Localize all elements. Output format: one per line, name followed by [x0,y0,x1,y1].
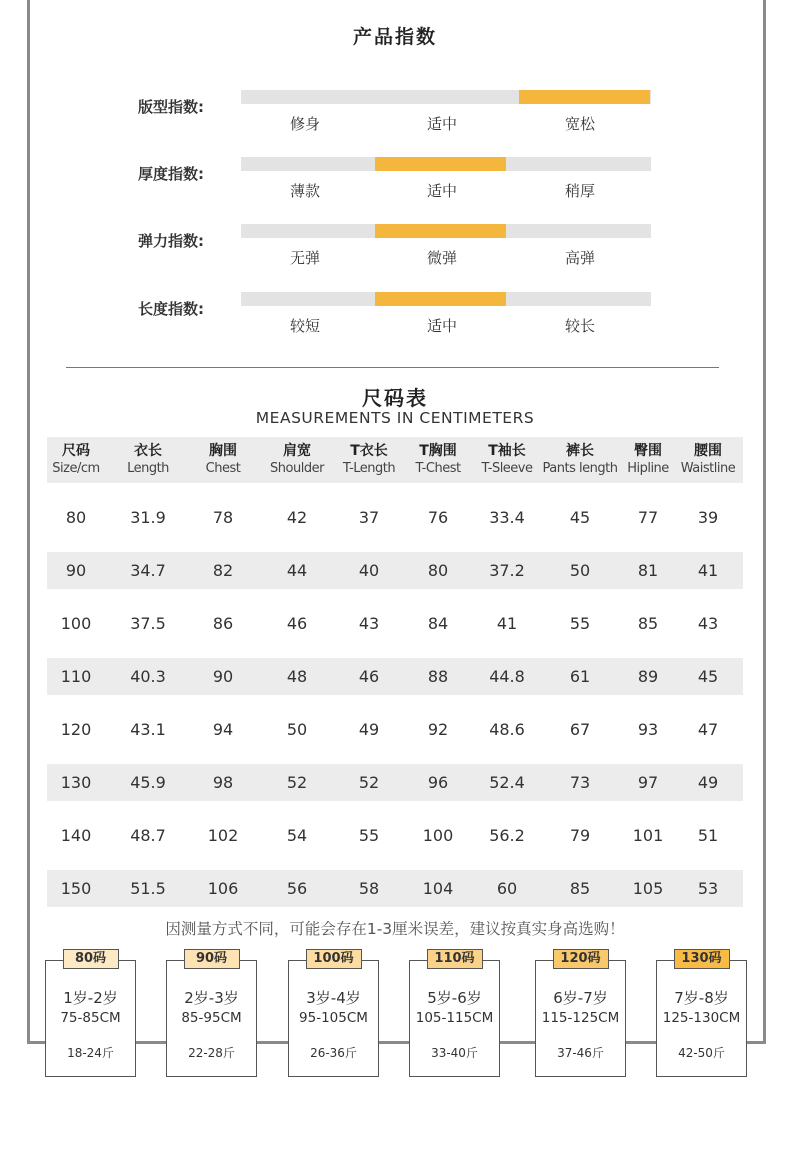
height-range: 85-95CM [181,1010,242,1026]
table-cell: 100 [60,614,92,633]
index-label: 弹力指数: [138,232,204,250]
header-zh: 衣长 [134,443,162,459]
weight-range: 22-28斤 [188,1046,235,1060]
header-en: Size/cm [52,461,100,476]
weight-range: 33-40斤 [431,1046,478,1060]
table-cell: 120 [60,720,92,739]
table-row [47,817,743,854]
table-cell: 48 [286,667,308,686]
table-cell: 67 [569,720,591,739]
header-zh: T衣长 [350,443,388,459]
age-range: 1岁-2岁 [63,989,118,1007]
table-cell: 33.4 [489,508,525,527]
table-cell: 55 [358,826,380,845]
size-chart-subtitle: MEASUREMENTS IN CENTIMETERS [255,409,535,427]
table-cell: 49 [697,773,719,792]
index-label: 版型指数: [138,98,204,116]
table-row [47,499,743,536]
table-cell: 39 [697,508,719,527]
header-zh: T胸围 [419,443,457,459]
table-cell: 50 [569,561,591,580]
table-header-cell [339,437,399,483]
table-cell: 101 [632,826,664,845]
table-cell: 73 [569,773,591,792]
table-cell: 96 [427,773,449,792]
table-cell: 88 [427,667,449,686]
size-card [656,951,747,1077]
age-range: 2岁-3岁 [184,989,239,1007]
index-option: 适中 [426,182,457,200]
table-cell: 48.7 [130,826,166,845]
header-zh: 胸围 [209,443,237,459]
table-cell: 41 [697,561,719,580]
table-cell: 78 [212,508,234,527]
header-en: Pants length [542,461,618,476]
index-label: 厚度指数: [138,165,204,183]
table-row [47,605,743,642]
index-option: 较短 [289,317,320,335]
table-cell: 97 [637,773,659,792]
table-cell: 77 [637,508,659,527]
table-row [47,711,743,748]
table-header-cell [191,437,255,483]
header-zh: 腰围 [694,443,722,459]
table-cell: 45.9 [130,773,166,792]
table-cell: 82 [212,561,234,580]
table-header-cell [47,437,105,483]
index-option: 微弹 [426,249,457,267]
size-card [288,951,379,1077]
size-card [409,951,500,1077]
table-cell: 81 [637,561,659,580]
table-row [47,764,743,801]
header-en: Chest [205,461,241,476]
height-range: 95-105CM [299,1010,368,1026]
weight-range: 42-50斤 [678,1046,725,1060]
table-cell: 41 [496,614,518,633]
table-cell: 140 [60,826,92,845]
table-cell: 43.1 [130,720,166,739]
index-option: 宽松 [564,115,595,133]
measurement-note: 因测量方式不同，可能会存在1-3厘米误差，建议按真实身高选购！ [165,920,625,938]
size-table [47,437,743,907]
table-cell: 89 [637,667,659,686]
table-header-cell [623,437,673,483]
height-range: 115-125CM [541,1010,620,1026]
header-zh: 肩宽 [283,443,311,459]
table-cell: 150 [60,879,92,898]
weight-range: 18-24斤 [67,1046,114,1060]
table-cell: 85 [569,879,591,898]
table-header-cell [673,437,743,483]
table-cell: 45 [697,667,719,686]
table-cell: 80 [427,561,449,580]
size-card [45,951,136,1077]
table-cell: 51 [697,826,719,845]
index-label: 长度指数: [138,300,204,318]
size-card [535,951,626,1077]
table-cell: 85 [637,614,659,633]
size-chart-title: 尺码表 [362,386,428,410]
age-range: 5岁-6岁 [427,989,482,1007]
table-cell: 52.4 [489,773,525,792]
header-en: T-Length [342,461,396,476]
header-en: Shoulder [270,461,324,476]
index-bar [241,157,651,171]
index-bar-highlight [519,90,650,104]
index-bar [241,90,651,104]
table-cell: 92 [427,720,449,739]
age-range: 7岁-8岁 [674,989,729,1007]
header-zh: 尺码 [62,443,90,459]
table-cell: 48.6 [489,720,525,739]
index-option: 无弹 [289,249,320,267]
table-cell: 94 [212,720,234,739]
table-cell: 58 [358,879,380,898]
table-body [47,499,743,907]
table-cell: 46 [286,614,308,633]
index-bar [241,292,651,306]
table-cell: 40 [358,561,380,580]
table-cell: 56.2 [489,826,525,845]
product-index-title: 产品指数 [352,26,437,48]
table-cell: 79 [569,826,591,845]
table-cell: 102 [207,826,239,845]
index-option: 适中 [426,115,457,133]
header-en: Length [127,461,169,476]
index-bar [241,224,651,238]
table-header-cell [105,437,191,483]
size-card [166,951,257,1077]
size-tag: 90码 [184,949,240,969]
table-cell: 37.2 [489,561,525,580]
table-header-cell [255,437,339,483]
table-cell: 43 [358,614,380,633]
index-option: 薄款 [289,182,320,200]
header-en: Hipline [627,461,669,476]
table-cell: 40.3 [130,667,166,686]
table-cell: 61 [569,667,591,686]
index-bar-highlight [375,292,506,306]
index-option: 修身 [289,115,320,133]
table-cell: 54 [286,826,308,845]
table-cell: 44.8 [489,667,525,686]
table-cell: 84 [427,614,449,633]
table-cell: 34.7 [130,561,166,580]
table-cell: 43 [697,614,719,633]
table-cell: 55 [569,614,591,633]
header-zh: 裤长 [566,443,594,459]
table-cell: 45 [569,508,591,527]
section-divider [66,367,719,368]
index-option: 高弹 [564,249,595,267]
index-option: 较长 [564,317,595,335]
size-tag: 100码 [306,949,362,969]
table-cell: 56 [286,879,308,898]
header-en: T-Chest [415,461,461,476]
size-tag: 120码 [553,949,609,969]
table-cell: 47 [697,720,719,739]
header-zh: 臀围 [634,443,662,459]
header-en: Waistline [680,461,736,476]
table-cell: 86 [212,614,234,633]
table-cell: 31.9 [130,508,166,527]
index-option: 稍厚 [564,182,595,200]
table-header-cell [537,437,623,483]
height-range: 105-115CM [415,1010,494,1026]
index-bar-highlight [375,157,506,171]
table-cell: 90 [212,667,234,686]
table-cell: 37 [358,508,380,527]
weight-range: 26-36斤 [310,1046,357,1060]
table-cell: 50 [286,720,308,739]
header-zh: T袖长 [488,443,526,459]
table-cell: 52 [358,773,380,792]
size-tag: 130码 [674,949,730,969]
table-cell: 80 [65,508,87,527]
height-range: 125-130CM [662,1010,741,1026]
table-cell: 100 [422,826,454,845]
table-row [47,658,743,695]
table-cell: 106 [207,879,239,898]
age-range: 3岁-4岁 [306,989,361,1007]
table-cell: 51.5 [130,879,166,898]
table-header-cell [477,437,537,483]
table-header-cell [399,437,477,483]
table-cell: 76 [427,508,449,527]
table-cell: 104 [422,879,454,898]
table-cell: 110 [60,667,92,686]
header-en: T-Sleeve [481,461,533,476]
table-header [47,437,743,483]
table-cell: 44 [286,561,308,580]
weight-range: 37-46斤 [557,1046,604,1060]
table-cell: 98 [212,773,234,792]
index-bar-highlight [375,224,506,238]
table-cell: 93 [637,720,659,739]
table-cell: 37.5 [130,614,166,633]
table-cell: 46 [358,667,380,686]
table-row [47,870,743,907]
table-cell: 60 [496,879,518,898]
age-range: 6岁-7岁 [553,989,608,1007]
table-cell: 53 [697,879,719,898]
table-cell: 130 [60,773,92,792]
table-cell: 42 [286,508,308,527]
table-row [47,552,743,589]
index-option: 适中 [426,317,457,335]
table-cell: 90 [65,561,87,580]
table-cell: 52 [286,773,308,792]
size-tag: 110码 [427,949,483,969]
table-cell: 49 [358,720,380,739]
height-range: 75-85CM [60,1010,121,1026]
size-tag: 80码 [63,949,119,969]
table-cell: 105 [632,879,664,898]
